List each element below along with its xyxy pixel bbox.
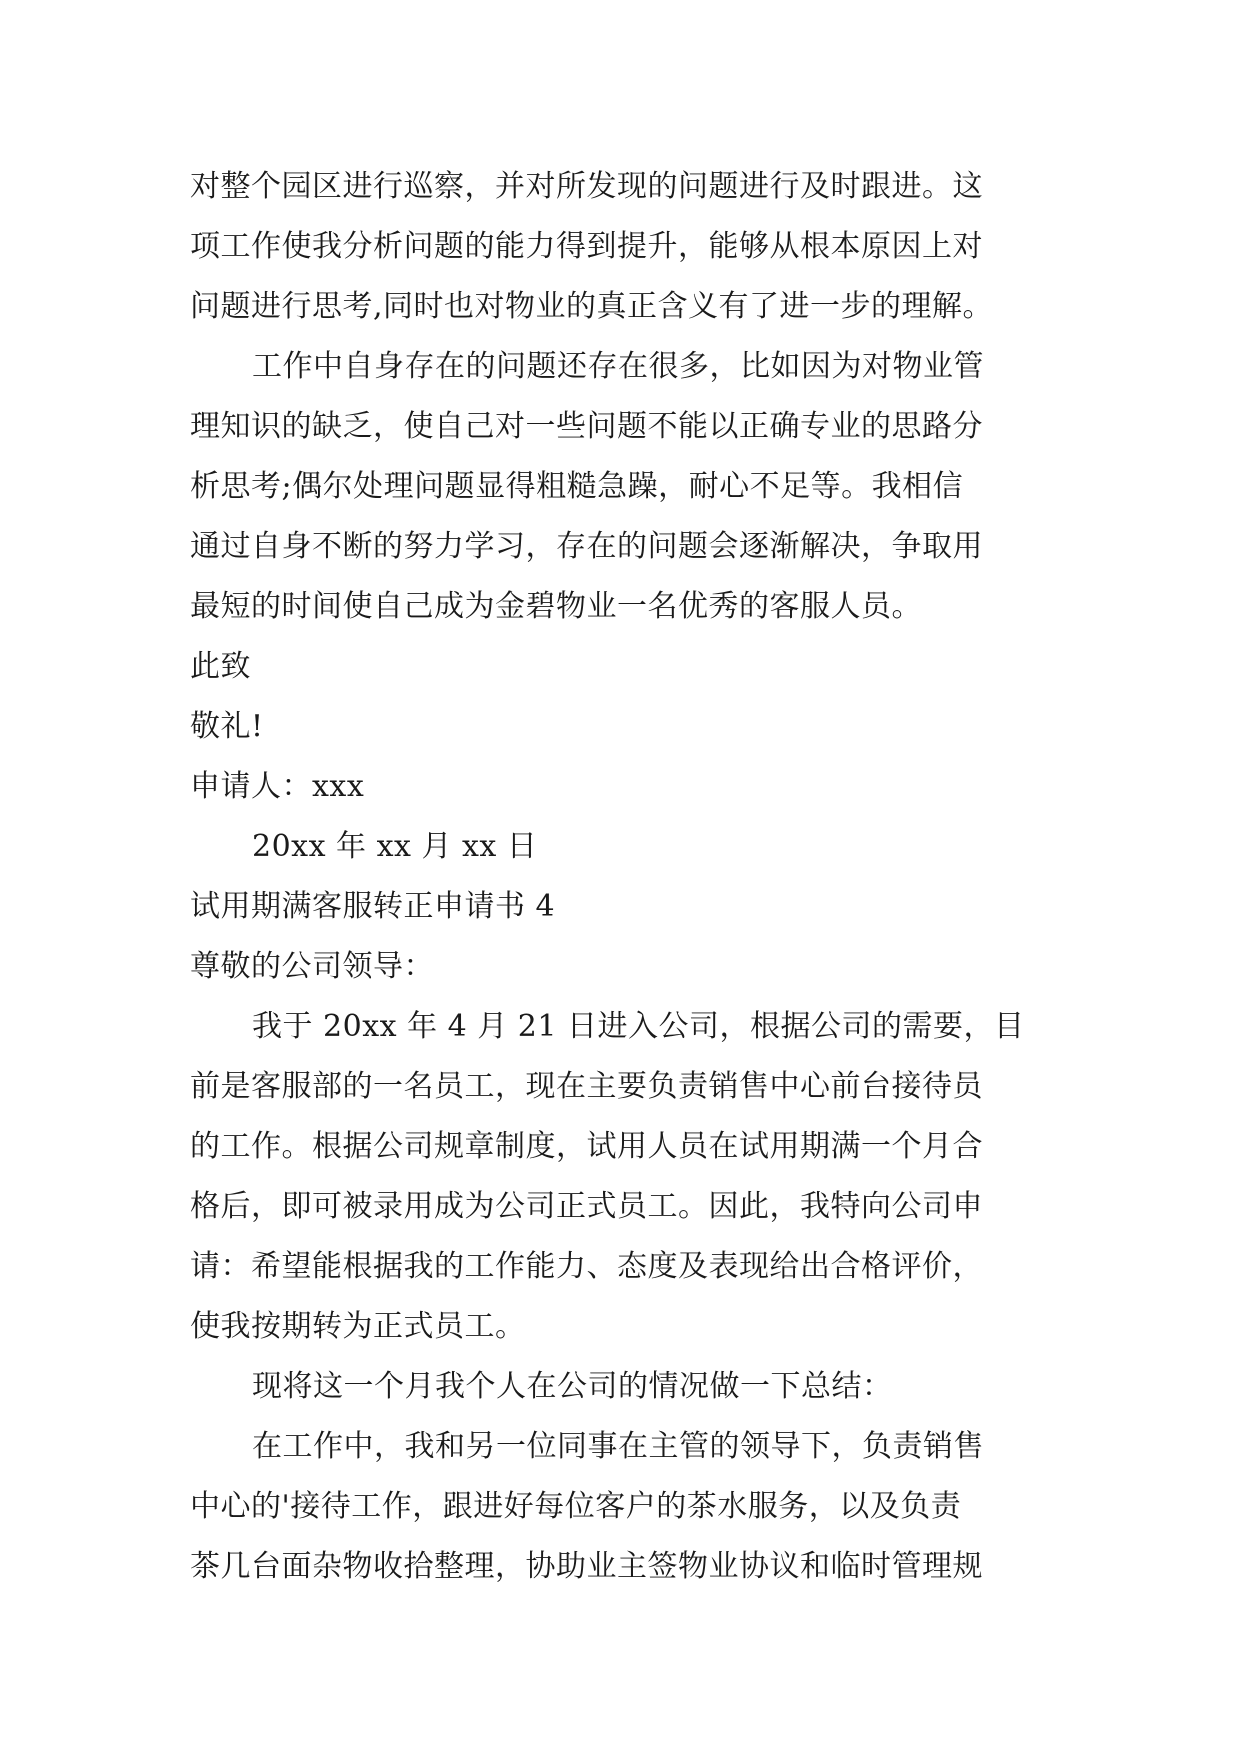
paragraph-first-line: 工作中自身存在的问题还存在很多，比如因为对物业管	[252, 349, 984, 384]
letter-greeting: 尊敬的公司领导：	[190, 949, 434, 984]
text-line: 格后，即可被录用成为公司正式员工。因此，我特向公司申	[190, 1189, 983, 1224]
text-line: 的工作。根据公司规章制度，试用人员在试用期满一个月合	[190, 1129, 983, 1164]
text-line: 析思考;偶尔处理问题显得粗糙急躁，耐心不足等。我相信	[190, 469, 964, 504]
closing-regards: 敬礼!	[190, 709, 264, 744]
paragraph-first-line: 现将这一个月我个人在公司的情况做一下总结：	[252, 1369, 893, 1404]
paragraph-first-line: 我于 20xx 年 4 月 21 日进入公司，根据公司的需要，目	[252, 1009, 1025, 1044]
text-line: 通过自身不断的努力学习，存在的问题会逐渐解决，争取用	[190, 529, 983, 564]
text-line: 使我按期转为正式员工。	[190, 1309, 526, 1344]
text-line: 前是客服部的一名员工，现在主要负责销售中心前台接待员	[190, 1069, 983, 1104]
signature-date: 20xx 年 xx 月 xx 日	[252, 829, 538, 864]
applicant-signature: 申请人：xxx	[190, 769, 365, 804]
document-body	[190, 157, 1070, 1597]
text-line: 理知识的缺乏，使自己对一些问题不能以正确专业的思路分	[190, 409, 983, 444]
text-line: 茶几台面杂物收拾整理，协助业主签物业协议和临时管理规	[190, 1549, 983, 1584]
closing-salutation: 此致	[190, 649, 251, 684]
paragraph-first-line: 在工作中，我和另一位同事在主管的领导下，负责销售	[252, 1429, 984, 1464]
text-line: 最短的时间使自己成为金碧物业一名优秀的客服人员。	[190, 589, 922, 624]
text-line: 项工作使我分析问题的能力得到提升，能够从根本原因上对	[190, 229, 983, 264]
text-line: 对整个园区进行巡察，并对所发现的问题进行及时跟进。这	[190, 169, 983, 204]
section-title: 试用期满客服转正申请书 4	[190, 889, 556, 924]
text-line: 请：希望能根据我的工作能力、态度及表现给出合格评价，	[190, 1249, 983, 1284]
text-line: 中心的'接待工作，跟进好每位客户的茶水服务，以及负责	[190, 1489, 962, 1524]
text-line: 问题进行思考,同时也对物业的真正含义有了进一步的理解。	[190, 289, 994, 324]
